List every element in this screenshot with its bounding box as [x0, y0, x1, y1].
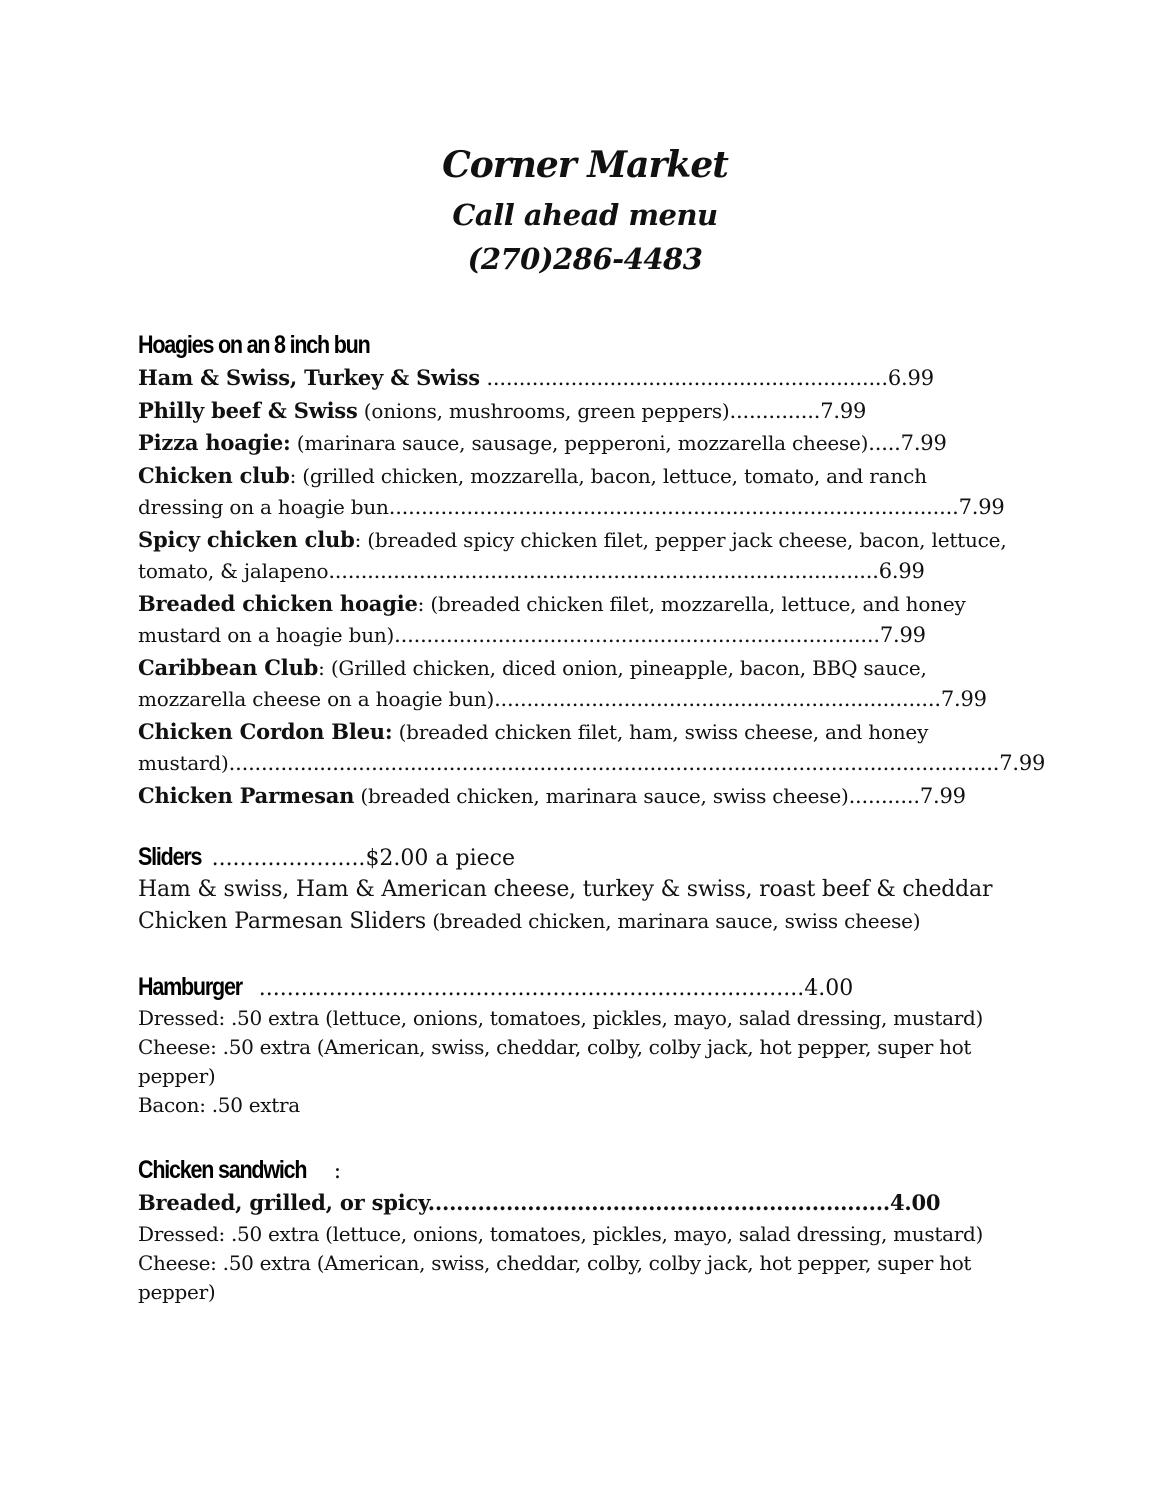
item-price: 4.00	[804, 976, 854, 1001]
chicken-sandwich-section	[138, 1153, 1038, 1307]
item-dots: ......................	[211, 846, 366, 871]
item-price: 6.99	[878, 559, 925, 583]
menu-item-continued	[138, 492, 1038, 524]
menu-item-continued	[138, 684, 1038, 716]
phone-number: (270)286-4483	[467, 242, 703, 276]
menu-item	[138, 780, 1038, 813]
item-name: Chicken Parmesan	[138, 782, 355, 808]
menu-item	[138, 1187, 1038, 1220]
menu-item-continued	[138, 748, 1046, 780]
menu-item	[138, 524, 1038, 557]
item-price: 7.99	[820, 398, 867, 423]
item-name: Chicken Cordon Bleu:	[138, 718, 393, 744]
item-desc: : (breaded spicy chicken filet, pepper jack cheese, bacon, lettuce,	[354, 527, 1007, 552]
item-desc: (breaded chicken filet, ham, swiss cheese, and honey	[392, 719, 929, 744]
cheese-option: Cheese: .50 extra (American, swiss, cheddar, colby, colby jack, hot pepper, super hot	[138, 1035, 972, 1059]
item-desc: (breaded chicken, marinara sauce, swiss cheese)	[426, 908, 921, 933]
menu-item	[138, 460, 1038, 493]
hoagies-section	[138, 328, 1046, 812]
sliders-heading: Sliders	[138, 843, 202, 871]
item-name: Ham & Swiss, Turkey & Swiss	[138, 365, 480, 390]
item-desc: (marinara sauce, sausage, pepperoni, mozzarella cheese)	[290, 431, 869, 455]
item-desc: (breaded chicken, marinara sauce, swiss cheese)	[354, 783, 849, 808]
item-name: Chicken Parmesan Sliders	[138, 908, 427, 934]
menu-item-continued	[138, 620, 1038, 652]
item-dots: ..............	[729, 398, 821, 423]
item-desc-cont: mozzarella cheese on a hoagie bun)	[138, 687, 495, 711]
item-price: 7.99	[919, 783, 966, 808]
item-dots: .................................................................	[427, 1190, 890, 1215]
cheese-option: Cheese: .50 extra (American, swiss, cheddar, colby, colby jack, hot pepper, super hot	[138, 1250, 972, 1275]
item-price: 7.99	[879, 623, 926, 647]
menu-item	[138, 362, 1038, 395]
item-name: Pizza hoagie:	[138, 430, 291, 455]
cheese-option-continued: pepper)	[138, 1064, 216, 1088]
item-desc: (onions, mushrooms, green peppers)	[357, 398, 730, 423]
item-name: Breaded chicken hoagie	[138, 590, 418, 616]
hamburger-heading: Hamburger	[138, 973, 242, 1001]
item-dots: .....................................................................................	[328, 559, 879, 583]
item-desc-cont: mustard)	[138, 751, 229, 775]
hoagies-heading: Hoagies on an 8 inch bun	[138, 331, 370, 359]
item-name: Caribbean Club	[138, 654, 319, 680]
menu-item	[138, 588, 1038, 621]
item-dots: ...........	[848, 783, 920, 808]
menu-item	[138, 716, 1038, 749]
menu-item	[138, 395, 1038, 428]
item-name: Chicken club	[138, 462, 290, 488]
menu-item	[138, 652, 1038, 685]
item-dots: .......................................................................................................................	[228, 751, 1000, 775]
item-price: 6.99	[887, 366, 934, 390]
item-price: 7.99	[900, 431, 947, 455]
item-name: Philly beef & Swiss	[138, 397, 358, 423]
item-price: 7.99	[958, 495, 1005, 519]
page-title: Corner Market	[442, 144, 728, 186]
item-dots: ...........................................................................	[394, 623, 880, 647]
page-subtitle: Call ahead menu	[452, 198, 718, 232]
item-desc-cont: mustard on a hoagie bun)	[138, 623, 395, 647]
hamburger-section	[138, 970, 1038, 1120]
dressed-option: Dressed: .50 extra (lettuce, onions, tomatoes, pickles, mayo, salad dressing, mustard)	[138, 1221, 983, 1246]
bacon-option: Bacon: .50 extra	[138, 1093, 300, 1117]
menu-item-continued	[138, 556, 1038, 588]
menu-item	[138, 427, 1038, 460]
item-dots: ..............................................................................	[258, 976, 805, 1001]
dressed-option: Dressed: .50 extra (lettuce, onions, tomatoes, pickles, mayo, salad dressing, mustard)	[138, 1006, 983, 1030]
item-dots: ........................................................................................	[388, 495, 959, 519]
heading-colon: :	[333, 1159, 342, 1184]
item-desc: : (breaded chicken filet, mozzarella, lettuce, and honey	[417, 591, 966, 616]
item-price: 4.00	[889, 1190, 941, 1215]
item-price: 7.99	[999, 751, 1046, 775]
item-name: Spicy chicken club	[138, 526, 355, 552]
item-dots: ..............................................................	[479, 366, 888, 390]
chicken-sandwich-heading: Chicken sandwich	[138, 1156, 307, 1184]
sliders-parmesan	[138, 906, 1038, 938]
item-desc-cont: tomato, & jalapeno	[138, 559, 329, 583]
item-dots: .....................................................................	[494, 687, 941, 711]
item-dots: .....	[868, 431, 901, 455]
item-price: 7.99	[940, 687, 987, 711]
cheese-option-continued: pepper)	[138, 1279, 216, 1304]
item-name: Breaded, grilled, or spicy	[138, 1190, 428, 1215]
item-desc: : (Grilled chicken, diced onion, pineapple, bacon, BBQ sauce,	[318, 655, 927, 680]
item-desc-cont: dressing on a hoagie bun	[138, 495, 389, 519]
item-desc: : (grilled chicken, mozzarella, bacon, lettuce, tomato, and ranch	[289, 463, 927, 488]
sliders-varieties: Ham & swiss, Ham & American cheese, turkey & swiss, roast beef & cheddar	[138, 877, 993, 902]
sliders-section	[138, 840, 1038, 937]
item-price: $2.00 a piece	[365, 846, 516, 871]
